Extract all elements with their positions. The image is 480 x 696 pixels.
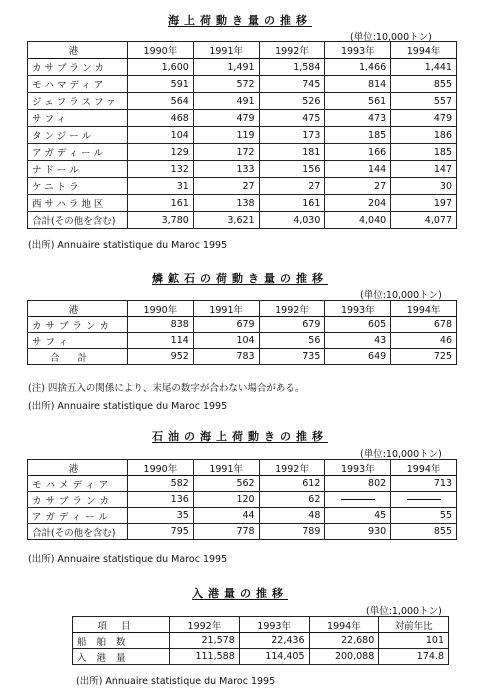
total-row — [28, 349, 457, 365]
value-cell: 161 — [259, 195, 325, 212]
row-label: サフィ — [28, 110, 128, 127]
value-cell: 479 — [193, 110, 259, 127]
total-label: 合計(その他を含む) — [28, 524, 128, 540]
section4-table — [72, 616, 449, 665]
value-cell: 591 — [128, 76, 194, 93]
section1-table — [27, 41, 457, 229]
value-cell: 172 — [193, 144, 259, 161]
value-cell: 30 — [391, 178, 457, 195]
column-header-year: 1993年 — [325, 460, 391, 476]
section4-source: (出所) Annuaire statistique du Maroc 1995 — [76, 676, 276, 687]
column-header-label: 港 — [28, 42, 128, 59]
value-cell: 101 — [379, 633, 449, 649]
value-cell: 144 — [325, 161, 391, 178]
column-header-year: 1990年 — [128, 42, 194, 59]
total-value-cell: 4,030 — [259, 212, 325, 229]
total-value-cell: 649 — [325, 349, 391, 365]
value-cell: 161 — [128, 195, 194, 212]
value-cell: 27 — [259, 178, 325, 195]
header-row — [28, 460, 457, 476]
total-value-cell: 789 — [259, 524, 325, 540]
value-cell: 166 — [325, 144, 391, 161]
value-cell: 479 — [391, 110, 457, 127]
value-cell: 129 — [128, 144, 194, 161]
value-cell: 181 — [259, 144, 325, 161]
value-cell: 185 — [325, 127, 391, 144]
value-cell: 27 — [325, 178, 391, 195]
table-row — [28, 492, 457, 508]
column-header-year: 1993年 — [239, 617, 309, 633]
row-label: 西サハラ地区 — [28, 195, 128, 212]
section2-source: (出所) Annuaire statistique du Maroc 1995 — [28, 401, 228, 412]
row-label: カサブランカ — [28, 59, 128, 76]
total-row — [28, 524, 457, 540]
value-cell: 46 — [391, 333, 457, 349]
section1-unit: (単位:10,000トン) — [350, 32, 432, 43]
value-cell: 186 — [391, 127, 457, 144]
value-cell: 35 — [128, 508, 194, 524]
total-value-cell: 795 — [128, 524, 194, 540]
value-cell: 679 — [193, 317, 259, 333]
column-header-year: 1993年 — [325, 42, 391, 59]
value-cell: 55 — [391, 508, 457, 524]
section4-unit: (単位:1,000トン) — [366, 606, 442, 617]
value-cell: 31 — [128, 178, 194, 195]
row-label: アガディール — [28, 144, 128, 161]
value-cell: 200,088 — [309, 649, 379, 665]
total-value-cell: 855 — [391, 524, 457, 540]
value-cell: 43 — [325, 333, 391, 349]
header-row — [28, 301, 457, 317]
value-cell: 802 — [325, 476, 391, 492]
table-row — [28, 161, 457, 178]
column-header-year: 1991年 — [193, 460, 259, 476]
row-label: ナドール — [28, 161, 128, 178]
table-row — [28, 144, 457, 161]
row-label: 入港量 — [73, 649, 170, 665]
column-header-year: 1994年 — [391, 460, 457, 476]
total-label: 合計(その他を含む) — [28, 212, 128, 229]
value-cell — [325, 492, 391, 508]
value-cell: 133 — [193, 161, 259, 178]
section2-unit: (単位:10,000トン) — [360, 290, 442, 301]
value-cell: 22,680 — [309, 633, 379, 649]
table-row — [28, 178, 457, 195]
value-cell: 838 — [128, 317, 194, 333]
value-cell: 1,600 — [128, 59, 194, 76]
table-row — [28, 476, 457, 492]
value-cell: 814 — [325, 76, 391, 93]
column-header-year: 1990年 — [128, 301, 194, 317]
dash-mark — [341, 499, 375, 500]
table-row — [28, 59, 457, 76]
row-label: カサブランカ — [28, 492, 128, 508]
total-value-cell: 778 — [193, 524, 259, 540]
column-header-year: 1992年 — [259, 301, 325, 317]
value-cell: 582 — [128, 476, 194, 492]
value-cell: 564 — [128, 93, 194, 110]
value-cell: 104 — [193, 333, 259, 349]
table-row — [28, 508, 457, 524]
value-cell: 185 — [391, 144, 457, 161]
total-value-cell: 4,077 — [391, 212, 457, 229]
value-cell: 197 — [391, 195, 457, 212]
column-header-year: 1992年 — [259, 460, 325, 476]
column-header-year: 1994年 — [391, 301, 457, 317]
value-cell: 111,588 — [170, 649, 240, 665]
section3-title: 石油の海上荷動きの推移 — [152, 430, 328, 443]
total-value-cell: 735 — [259, 349, 325, 365]
table-row — [28, 317, 457, 333]
value-cell — [391, 492, 457, 508]
table-row — [73, 649, 449, 665]
row-label: アガディール — [28, 508, 128, 524]
value-cell: 138 — [193, 195, 259, 212]
value-cell: 22,436 — [239, 633, 309, 649]
value-cell: 27 — [193, 178, 259, 195]
value-cell: 526 — [259, 93, 325, 110]
value-cell: 468 — [128, 110, 194, 127]
total-value-cell: 952 — [128, 349, 194, 365]
value-cell: 173 — [259, 127, 325, 144]
value-cell: 679 — [259, 317, 325, 333]
value-cell: 132 — [128, 161, 194, 178]
total-label: 合計 — [28, 349, 128, 365]
value-cell: 572 — [193, 76, 259, 93]
table-row — [28, 333, 457, 349]
total-value-cell: 3,621 — [193, 212, 259, 229]
row-label: タンジール — [28, 127, 128, 144]
column-header-year: 1990年 — [128, 460, 194, 476]
value-cell: 44 — [193, 508, 259, 524]
value-cell: 678 — [391, 317, 457, 333]
column-header-year: 1994年 — [309, 617, 379, 633]
table-row — [73, 633, 449, 649]
table-row — [28, 93, 457, 110]
row-label: 船舶数 — [73, 633, 170, 649]
value-cell: 114,405 — [239, 649, 309, 665]
column-header-label: 港 — [28, 460, 128, 476]
column-header-year: 1992年 — [170, 617, 240, 633]
row-label: モハマディア — [28, 76, 128, 93]
total-value-cell: 783 — [193, 349, 259, 365]
column-header-year: 1994年 — [391, 42, 457, 59]
column-header-year: 1993年 — [325, 301, 391, 317]
section2-title: 燐鉱石の荷動き量の推移 — [152, 272, 328, 285]
value-cell: 562 — [193, 476, 259, 492]
table-row — [28, 127, 457, 144]
total-value-cell: 725 — [391, 349, 457, 365]
value-cell: 136 — [128, 492, 194, 508]
value-cell: 119 — [193, 127, 259, 144]
value-cell: 475 — [259, 110, 325, 127]
value-cell: 156 — [259, 161, 325, 178]
value-cell: 1,466 — [325, 59, 391, 76]
header-row — [28, 42, 457, 59]
dash-mark — [407, 499, 441, 500]
section4-title: 入港量の推移 — [192, 587, 288, 600]
value-cell: 745 — [259, 76, 325, 93]
column-header-label: 港 — [28, 301, 128, 317]
value-cell: 120 — [193, 492, 259, 508]
column-header-year: 対前年比 — [379, 617, 449, 633]
total-value-cell: 4,040 — [325, 212, 391, 229]
value-cell: 855 — [391, 76, 457, 93]
section3-unit: (単位:10,000トン) — [360, 449, 442, 460]
value-cell: 713 — [391, 476, 457, 492]
column-header-label: 項目 — [73, 617, 170, 633]
row-label: カサブランカ — [28, 317, 128, 333]
value-cell: 114 — [128, 333, 194, 349]
table-row — [28, 195, 457, 212]
value-cell: 56 — [259, 333, 325, 349]
value-cell: 561 — [325, 93, 391, 110]
value-cell: 1,441 — [391, 59, 457, 76]
table-row — [28, 110, 457, 127]
row-label: ケニトラ — [28, 178, 128, 195]
value-cell: 62 — [259, 492, 325, 508]
value-cell: 1,584 — [259, 59, 325, 76]
row-label: サフィ — [28, 333, 128, 349]
value-cell: 104 — [128, 127, 194, 144]
table-row — [28, 76, 457, 93]
value-cell: 491 — [193, 93, 259, 110]
section1-source: (出所) Annuaire statistique du Maroc 1995 — [28, 240, 228, 251]
row-label: ジェフラスファ — [28, 93, 128, 110]
value-cell: 45 — [325, 508, 391, 524]
value-cell: 605 — [325, 317, 391, 333]
column-header-year: 1991年 — [193, 42, 259, 59]
section1-title: 海上荷動き量の推移 — [168, 14, 312, 27]
header-row — [73, 617, 449, 633]
total-value-cell: 3,780 — [128, 212, 194, 229]
value-cell: 473 — [325, 110, 391, 127]
value-cell: 1,491 — [193, 59, 259, 76]
value-cell: 21,578 — [170, 633, 240, 649]
value-cell: 204 — [325, 195, 391, 212]
section2-table — [27, 300, 457, 365]
value-cell: 557 — [391, 93, 457, 110]
section2-note: (注) 四捨五入の関係により、末尾の数字が合わない場合がある。 — [28, 383, 305, 394]
value-cell: 612 — [259, 476, 325, 492]
section3-source: (出所) Annuaire statistique du Maroc 1995 — [28, 554, 228, 565]
value-cell: 147 — [391, 161, 457, 178]
total-value-cell: 930 — [325, 524, 391, 540]
column-header-year: 1992年 — [259, 42, 325, 59]
column-header-year: 1991年 — [193, 301, 259, 317]
row-label: モハメディア — [28, 476, 128, 492]
total-row — [28, 212, 457, 229]
section3-table — [27, 459, 457, 540]
value-cell: 48 — [259, 508, 325, 524]
value-cell: 174.8 — [379, 649, 449, 665]
